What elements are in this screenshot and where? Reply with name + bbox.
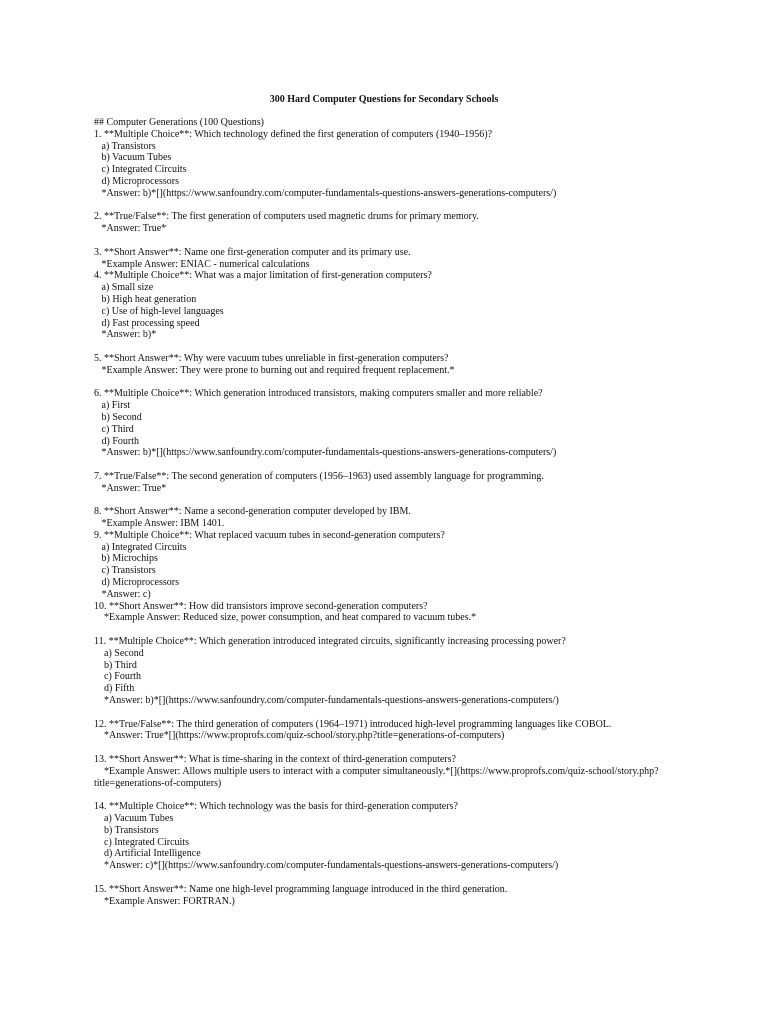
text-line: b) Microchips — [94, 553, 158, 565]
text-line: *Answer: True* — [94, 482, 167, 494]
text-line: d) Microprocessors — [94, 577, 179, 589]
text-line: *Answer: b)*[](https://www.sanfoundry.com/computer-fundamentals-questions-answers-generations-computers/) — [94, 447, 557, 459]
text-line: a) Transistors — [94, 140, 156, 152]
text-line: *Answer: b)*[](https://www.sanfoundry.com/computer-fundamentals-questions-answers-generations-computers/) — [94, 187, 557, 199]
blank-line — [94, 459, 684, 471]
text-line: *Answer: c)*[](https://www.sanfoundry.com/computer-fundamentals-questions-answers-generations-computers/) — [94, 860, 559, 872]
text-line: b) Transistors — [94, 824, 159, 836]
text-line: a) Second — [94, 647, 144, 659]
text-line: b) High heat generation — [94, 293, 197, 305]
text-line: d) Fourth — [94, 435, 139, 447]
text-line: c) Third — [94, 423, 134, 435]
text-line: 8. **Short Answer**: Name a second-generation computer developed by IBM. — [94, 506, 411, 518]
text-line: *Answer: b)* — [94, 329, 157, 341]
text-line: 15. **Short Answer**: Name one high-level programming language introduced in the third generation. — [94, 883, 508, 895]
text-line: 11. **Multiple Choice**: Which generation introduced integrated circuits, significantly increasing processing power? — [94, 636, 566, 648]
text-line: 7. **True/False**: The second generation of computers (1956–1963) used assembly language for programming. — [94, 470, 544, 482]
text-line: *Example Answer: Allows multiple users to interact with a computer simultaneously.*[](https://www.proprofs.com/quiz-school/story.php? — [94, 765, 659, 777]
text-line: d) Artificial Intelligence — [94, 848, 201, 860]
text-line: 14. **Multiple Choice**: Which technology was the basis for third-generation computers? — [94, 801, 458, 813]
text-line: d) Fast processing speed — [94, 317, 200, 329]
text-line: 3. **Short Answer**: Name one first-generation computer and its primary use. — [94, 246, 411, 258]
text-line: c) Integrated Circuits — [94, 164, 187, 176]
text-line: b) Second — [94, 411, 142, 423]
blank-line — [94, 707, 684, 719]
blank-line — [94, 200, 684, 212]
text-line: 1. **Multiple Choice**: Which technology defined the first generation of computers (1940–1956)? — [94, 128, 493, 140]
text-line: 12. **True/False**: The third generation of computers (1964–1971) introduced high-level programming languages like COBOL. — [94, 718, 612, 730]
text-line: d) Microprocessors — [94, 175, 179, 187]
text-line: a) First — [94, 400, 131, 412]
text-line: b) Third — [94, 659, 137, 671]
text-line: b) Vacuum Tubes — [94, 152, 172, 164]
text-line: d) Fifth — [94, 683, 135, 695]
text-line: *Example Answer: Reduced size, power consumption, and heat compared to vacuum tubes.* — [94, 612, 477, 624]
text-line: *Example Answer: FORTRAN.) — [94, 895, 235, 907]
text-line: ## Computer Generations (100 Questions) — [94, 117, 264, 128]
text-line: 5. **Short Answer**: Why were vacuum tubes unreliable in first-generation computers? — [94, 352, 449, 364]
blank-line — [94, 377, 684, 389]
text-line: a) Integrated Circuits — [94, 541, 187, 553]
text-line: c) Fourth — [94, 671, 141, 683]
text-line: c) Use of high-level languages — [94, 305, 224, 317]
blank-line — [94, 789, 684, 801]
text-line: 9. **Multiple Choice**: What replaced vacuum tubes in second-generation computers? — [94, 529, 445, 541]
text-line: c) Transistors — [94, 565, 156, 577]
blank-line — [94, 235, 684, 247]
blank-line — [94, 624, 684, 636]
blank-line — [94, 495, 684, 507]
text-line: c) Integrated Circuits — [94, 836, 189, 848]
text-line: *Example Answer: ENIAC - numerical calculations — [94, 258, 310, 270]
text-line: a) Vacuum Tubes — [94, 813, 174, 825]
document-body — [94, 117, 684, 907]
text-line: *Example Answer: They were prone to burning out and required frequent replacement.* — [94, 364, 455, 376]
text-line: 13. **Short Answer**: What is time-sharing in the context of third-generation computers? — [94, 754, 456, 766]
document-title: 300 Hard Computer Questions for Secondary Schools — [269, 94, 499, 105]
text-line: 10. **Short Answer**: How did transistors improve second-generation computers? — [94, 600, 428, 612]
blank-line — [94, 742, 684, 754]
blank-line — [94, 872, 684, 884]
blank-line — [94, 341, 684, 353]
text-line: 2. **True/False**: The first generation of computers used magnetic drums for primary memory. — [94, 211, 479, 223]
text-line: 4. **Multiple Choice**: What was a major limitation of first-generation computers? — [94, 270, 432, 282]
text-line: *Answer: b)*[](https://www.sanfoundry.com/computer-fundamentals-questions-answers-generations-computers/) — [94, 695, 559, 707]
text-line: a) Small size — [94, 282, 154, 294]
text-line: *Answer: True*[](https://www.proprofs.com/quiz-school/story.php?title=generations-of-computers) — [94, 730, 505, 742]
text-line: *Answer: c) — [94, 588, 151, 600]
text-line: *Answer: True* — [94, 223, 167, 235]
text-line: *Example Answer: IBM 1401. — [94, 518, 225, 530]
text-line: title=generations-of-computers) — [94, 777, 222, 789]
text-line: 6. **Multiple Choice**: Which generation introduced transistors, making computers smaller and more reliable? — [94, 388, 543, 400]
